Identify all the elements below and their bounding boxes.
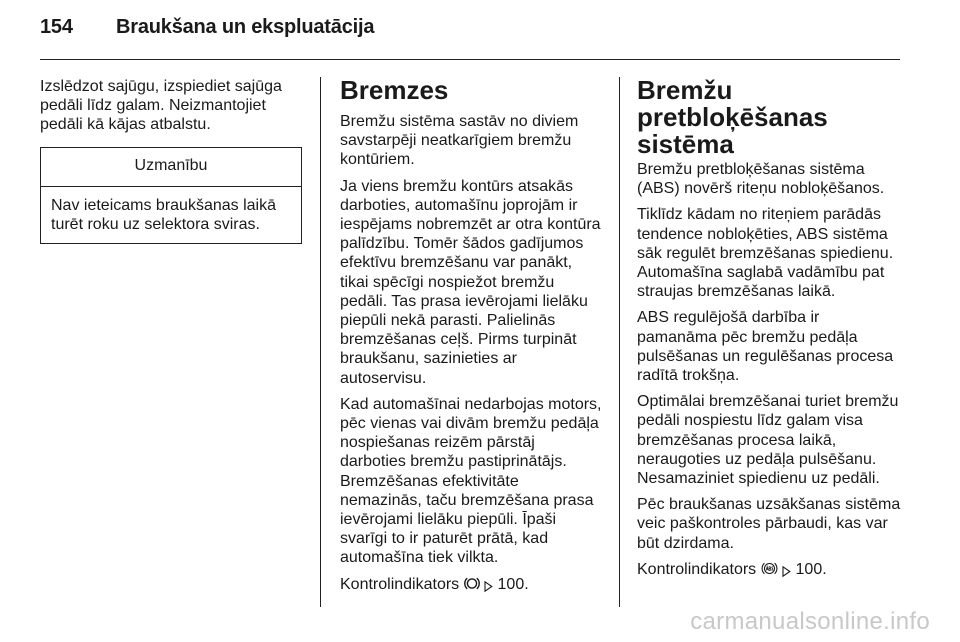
abs-paragraph-5: Pēc braukšanas uzsākšanas sistēma veic paškontroles pārbaudi, kas var būt dzirdama. <box>637 496 901 552</box>
abs-paragraph-2: Tiklīdz kādam no riteņiem parādās tendence nobloķēties, ABS sistēma sāk regulēt bremzēšanas spiedienu. Automašīna saglabā vadāmību pat straujas bremzēšanas laikā. <box>637 206 894 301</box>
abs-indicator-line <box>637 560 902 581</box>
intro-paragraph: Izslēdzot sajūgu, izspiediet sajūga pedāli līdz galam. Neizmantojiet pedāli kā kājas atbalstu. <box>40 78 282 134</box>
brakes-paragraph-2: Ja viens bremžu kontūrs atsakās darboties, automašīnu joprojām ir iespējams nobremzēt ar otra kontūra palīdzību. Tomēr šādos gadījumos efektīvu bremzēšanu var panākt, tikai spēcīgi nospiežot bremžu pedāli. Tas prasa ievērojami lielāku piepūli nekā parasti. Palielinās bremzēšanas ceļš. Pirms turpināt braukšanu, sazinieties ar autoservisu. <box>340 177 601 387</box>
column-2 <box>340 77 602 603</box>
caution-title: Uzmanību <box>41 148 301 187</box>
brakes-indicator-line <box>340 575 602 596</box>
abs-paragraph-1: Bremžu pretbloķēšanas sistēma (ABS) novērš riteņu nobloķēšanos. <box>637 161 885 198</box>
column-1 <box>40 77 302 244</box>
column-divider-2 <box>619 77 620 607</box>
brakes-heading: Bremzes <box>340 75 449 105</box>
caution-body: Nav ieteicams braukšanas laikā turēt roku uz selektora sviras. <box>51 196 276 234</box>
brakes-paragraph-1: Bremžu sistēma sastāv no diviem savstarpēji neatkarīgiem bremžu kontūriem. <box>340 113 579 169</box>
indicator-label: Kontrolindikators <box>340 575 460 593</box>
brake-warning-icon <box>464 576 480 596</box>
page-reference-arrow-icon <box>782 562 791 581</box>
section-title: Braukšana un ekspluatācija <box>116 16 375 38</box>
indicator-page-ref[interactable]: 100. <box>497 575 529 593</box>
column-divider-1 <box>320 77 321 607</box>
indicator-page-ref[interactable]: 100. <box>795 560 827 578</box>
page-number: 154 <box>40 16 73 38</box>
abs-paragraph-4: Optimālai bremzēšanai turiet bremžu pedāli nospiestu līdz galam visa bremzēšanas procesa laikā, neraugoties uz pedāļa pulsēšanu. Nesamaziniet spiedienu uz pedāli. <box>637 393 899 488</box>
column-3 <box>637 77 902 588</box>
brakes-paragraph-3: Kad automašīnai nedarbojas motors, pēc vienas vai divām bremžu pedāļa nospiešanas reizēm pārstāj darboties bremžu pastiprinātājs. Bremzēšanas efektivitāte nemazinās, taču bremzēšana prasa ievērojami lielāku piepūli. Īpaši svarīgi to ir paturēt prātā, kad automašīna tiek vilkta. <box>340 395 602 567</box>
abs-warning-icon <box>761 561 778 581</box>
abs-heading: Bremžu pretbloķēšanas sistēma <box>637 75 828 159</box>
caution-box <box>40 147 302 245</box>
watermark: carmanualsonline.info <box>690 608 930 635</box>
header-divider <box>40 59 900 60</box>
page-header <box>40 16 374 39</box>
indicator-label: Kontrolindikators <box>637 560 757 578</box>
abs-paragraph-3: ABS regulējošā darbība ir pamanāma pēc bremžu pedāļa pulsēšanas un regulēšanas procesa radītā trokšņa. <box>637 309 894 385</box>
page-reference-arrow-icon <box>484 577 493 596</box>
